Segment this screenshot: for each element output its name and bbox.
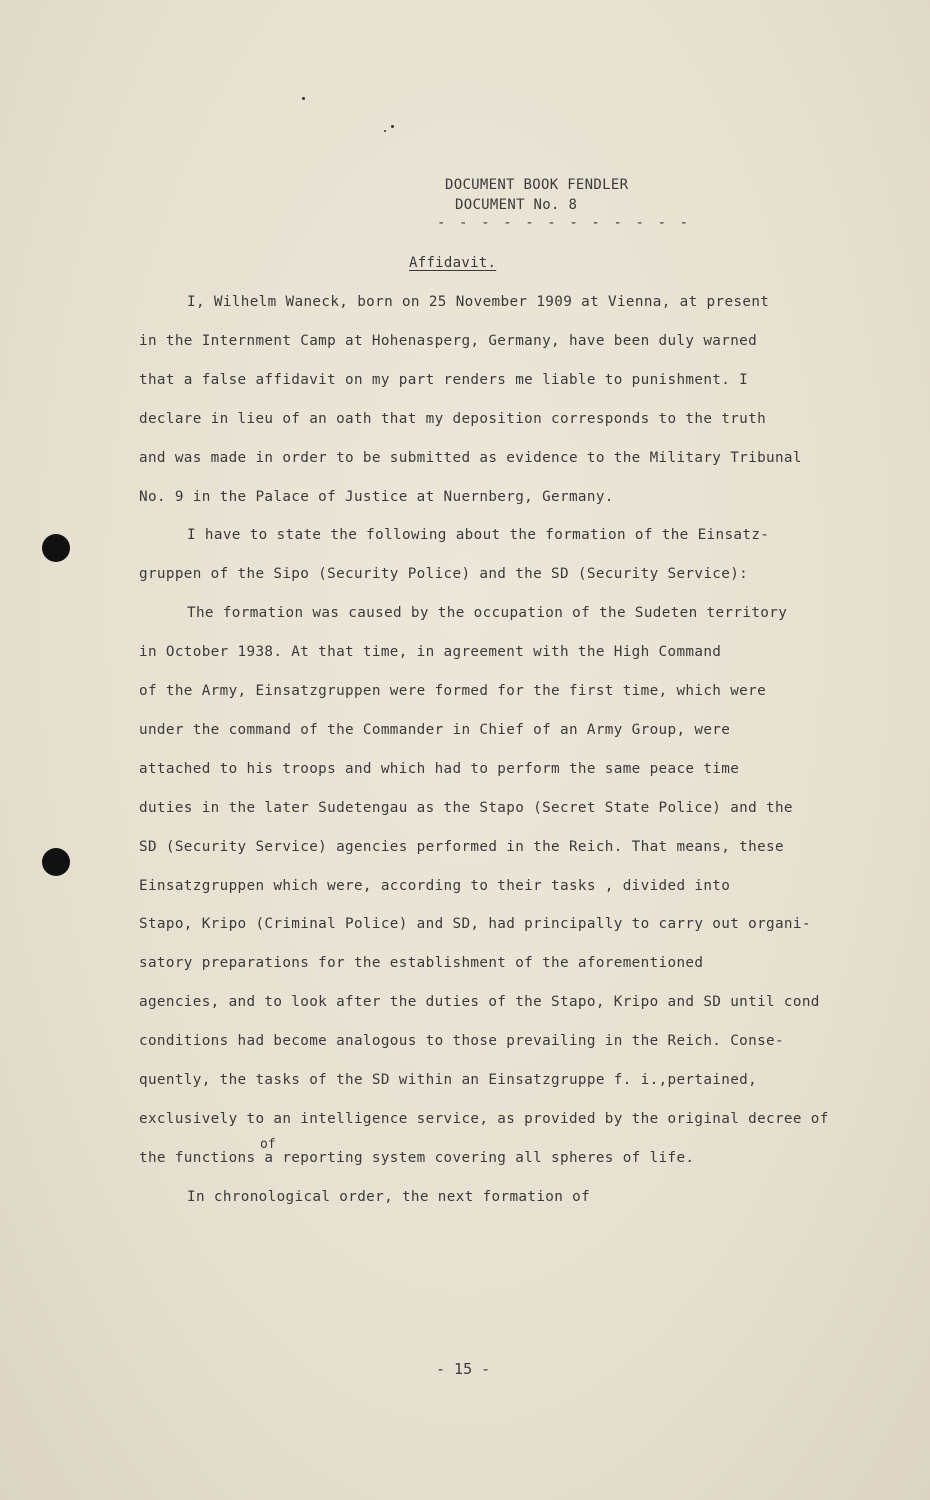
ink-speck [384,130,386,132]
body-line: SD (Security Service) agencies performed in the Reich. That means, these [139,838,784,855]
body-line: I, Wilhelm Waneck, born on 25 November 1909 at Vienna, at present [187,294,770,310]
ink-speck [302,97,305,100]
body-line: The formation was caused by the occupation of the Sudeten territory [187,605,788,622]
body-line: No. 9 in the Palace of Justice at Nuernberg, Germany. [139,488,614,505]
affidavit-title: Affidavit. [409,255,497,271]
body-line: of the Army, Einsatzgruppen were formed for the first time, which were [139,683,767,699]
body-line: in October 1938. At that time, in agreement with the High Command [139,644,722,661]
body-line: quently, the tasks of the SD within an Einsatzgruppe f. i.,pertained, [139,1072,758,1088]
document-book-heading: DOCUMENT BOOK FENDLER [445,177,629,193]
body-line: gruppen of the Sipo (Security Police) and the SD (Security Service): [139,566,749,583]
binder-hole-bottom [42,848,70,876]
body-line: satory preparations for the establishment of the aforementioned [139,955,704,972]
body-line: Stapo, Kripo (Criminal Police) and SD, had principally to carry out organi- [139,916,811,933]
body-line: declare in lieu of an oath that my deposition corresponds to the truth [139,410,767,427]
ink-speck [391,125,394,128]
body-line: duties in the later Sudetengau as the Stapo (Secret State Police) and the [139,799,793,816]
body-line: the functions a reporting system covering all spheres of life. [139,1149,695,1166]
body-line: exclusively to an intelligence service, as provided by the original decree of [139,1110,829,1127]
body-line: attached to his troops and which had to perform the same peace time [139,760,740,777]
body-line: under the command of the Commander in Chief of an Army Group, were [139,721,731,738]
body-line: in the Internment Camp at Hohenasperg, Germany, have been duly warned [139,332,758,349]
body-line: I have to state the following about the formation of the Einsatz- [187,527,770,544]
interlinear-insertion: of [260,1137,276,1152]
heading-rule: - - - - - - - - - - - - [437,215,691,231]
body-line: and was made in order to be submitted as evidence to the Military Tribunal [139,449,802,466]
body-line: conditions had become analogous to those prevailing in the Reich. Conse- [139,1033,784,1050]
page-number: - 15 - [436,1360,491,1378]
body-line: In chronological order, the next formation of [187,1188,591,1205]
binder-hole-top [42,534,70,562]
body-line: agencies, and to look after the duties of the Stapo, Kripo and SD until cond [139,994,820,1011]
document-number-heading: DOCUMENT No. 8 [455,197,578,213]
body-line: Einsatzgruppen which were, according to their tasks , divided into [139,877,731,894]
body-line: that a false affidavit on my part renders me liable to punishment. I [139,371,749,388]
